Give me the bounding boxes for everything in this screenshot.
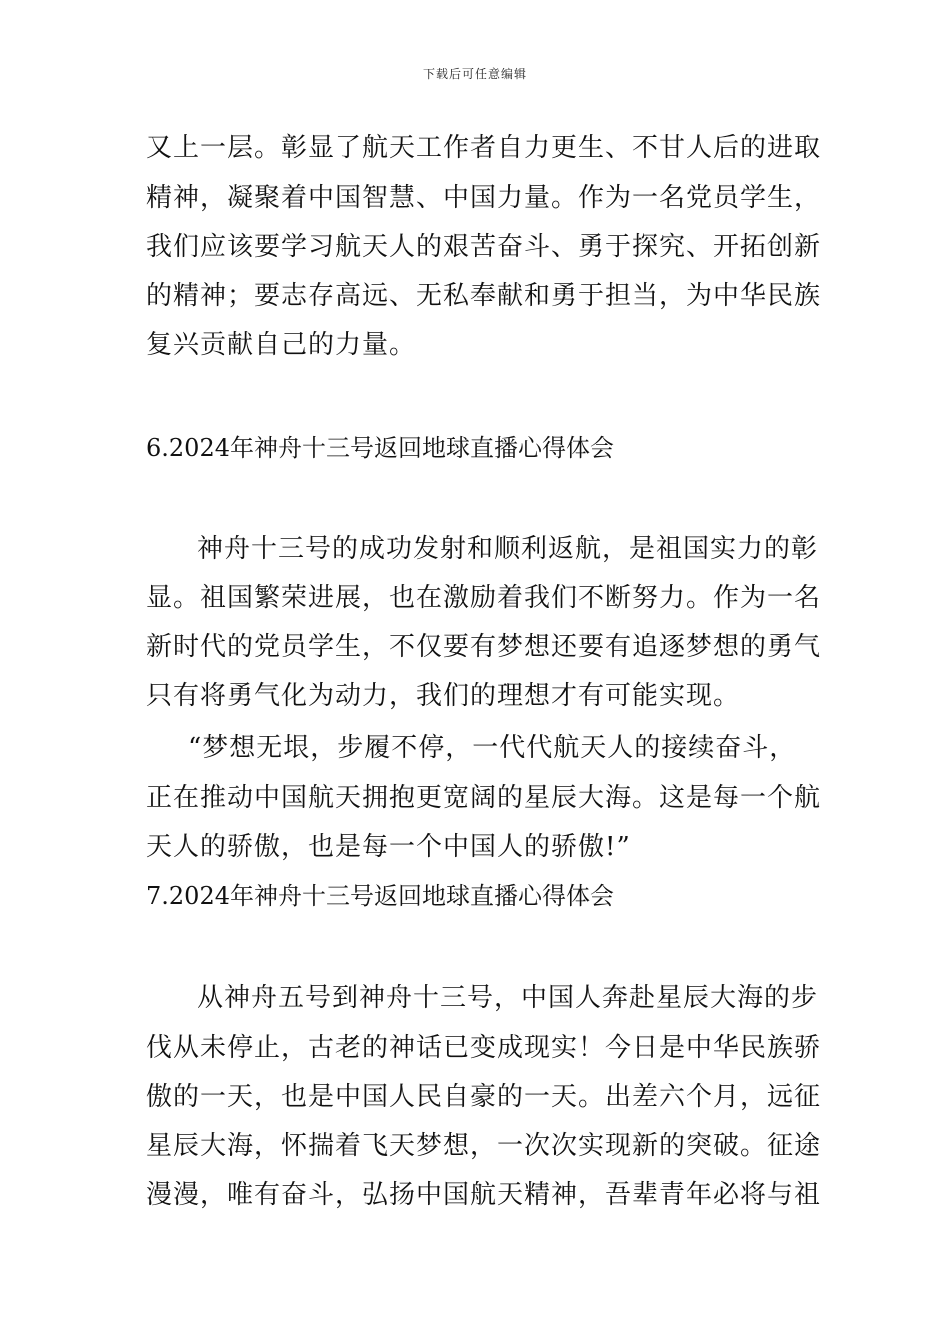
quote-line: 正在推动中国航天拥抱更宽阔的星辰大海。这是每一个航: [146, 783, 822, 813]
paragraph-line: 我们应该要学习航天人的艰苦奋斗、勇于探究、开拓创新: [146, 232, 822, 262]
section-heading: 6.2024年神舟十三号返回地球直播心得体会: [146, 434, 614, 462]
page-header-note: 下载后可任意编辑: [422, 67, 527, 81]
paragraph-line: 复兴贡献自己的力量。: [146, 330, 417, 360]
paragraph-line: 星辰大海，怀揣着飞天梦想，一次次实现新的突破。征途: [146, 1131, 822, 1161]
quote-line: 天人的骄傲，也是每一个中国人的骄傲!”: [146, 832, 631, 862]
section-heading: 7.2024年神舟十三号返回地球直播心得体会: [146, 882, 614, 910]
paragraph-line: 只有将勇气化为动力，我们的理想才有可能实现。: [146, 681, 741, 711]
paragraph-line: 漫漫，唯有奋斗，弘扬中国航天精神，吾辈青年必将与祖: [146, 1180, 822, 1210]
paragraph-line: 又上一层。彰显了航天工作者自力更生、不甘人后的进取: [146, 133, 822, 163]
paragraph-line: 伐从未停止，古老的神话已变成现实！今日是中华民族骄: [146, 1033, 822, 1063]
quote-line: “梦想无垠，步履不停，一代代航天人的接续奋斗，: [188, 733, 797, 763]
paragraph-line: 精神，凝聚着中国智慧、中国力量。作为一名党员学生，: [146, 183, 822, 213]
paragraph-line: 显。祖国繁荣进展，也在激励着我们不断努力。作为一名: [146, 583, 822, 613]
paragraph-line: 新时代的党员学生，不仅要有梦想还要有追逐梦想的勇气: [146, 632, 822, 662]
paragraph-line: 神舟十三号的成功发射和顺利返航，是祖国实力的彰: [197, 534, 819, 564]
paragraph-line: 从神舟五号到神舟十三号，中国人奔赴星辰大海的步: [197, 983, 819, 1013]
paragraph-line: 傲的一天，也是中国人民自豪的一天。出差六个月，远征: [146, 1082, 822, 1112]
paragraph-line: 的精神；要志存高远、无私奉献和勇于担当，为中华民族: [146, 281, 822, 311]
